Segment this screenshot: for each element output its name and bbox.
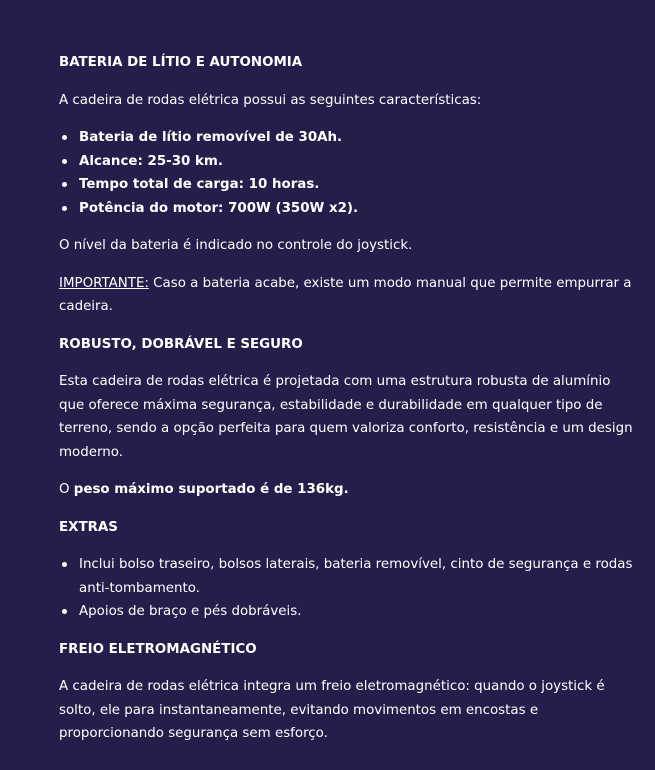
robust-heading: ROBUSTO, DOBRÁVEL E SEGURO bbox=[59, 336, 303, 352]
max-weight-prefix: O bbox=[59, 482, 74, 497]
list-item: Tempo total de carga: 10 horas. bbox=[79, 173, 637, 197]
list-item: Inclui bolso traseiro, bolsos laterais, bateria removível, cinto de segurança e rodas anti-tombamento. bbox=[79, 553, 637, 600]
important-label: IMPORTANTE: bbox=[59, 275, 149, 291]
battery-note: O nível da bateria é indicado no controle do joystick. bbox=[59, 238, 413, 253]
product-description bbox=[59, 51, 637, 746]
battery-heading: BATERIA DE LÍTIO E AUTONOMIA bbox=[59, 55, 303, 70]
battery-intro: A cadeira de rodas elétrica possui as seguintes características: bbox=[59, 92, 482, 108]
max-weight-note bbox=[59, 478, 637, 502]
important-text: Caso a bateria acabe, existe um modo manual que permite empurrar a cadeira. bbox=[59, 275, 632, 314]
max-weight-value: peso máximo suportado é de 136kg. bbox=[73, 482, 349, 497]
brake-text: A cadeira de rodas elétrica integra um freio eletromagnético: quando o joystick é solto, ele para instantaneamente, evitando movimentos em encostas e proporcionando segurança sem esforço. bbox=[59, 679, 605, 741]
robust-text: Esta cadeira de rodas elétrica é projetada com uma estrutura robusta de alumínio que oferece máxima segurança, estabilidade e durabilidade em qualquer tipo de terreno, sendo a opção perfeita para quem valoriza conforto, resistência e um design moderno. bbox=[59, 374, 633, 460]
extras-list bbox=[59, 553, 637, 624]
list-item: Alcance: 25-30 km. bbox=[79, 150, 637, 174]
list-item: Potência do motor: 700W (350W x2). bbox=[79, 197, 637, 221]
important-note bbox=[59, 272, 637, 319]
extras-heading: EXTRAS bbox=[59, 519, 118, 535]
list-item: Apoios de braço e pés dobráveis. bbox=[79, 600, 637, 624]
battery-spec-list bbox=[59, 126, 637, 220]
brake-heading: FREIO ELETROMAGNÉTICO bbox=[59, 641, 257, 657]
list-item: Bateria de lítio removível de 30Ah. bbox=[79, 126, 637, 150]
